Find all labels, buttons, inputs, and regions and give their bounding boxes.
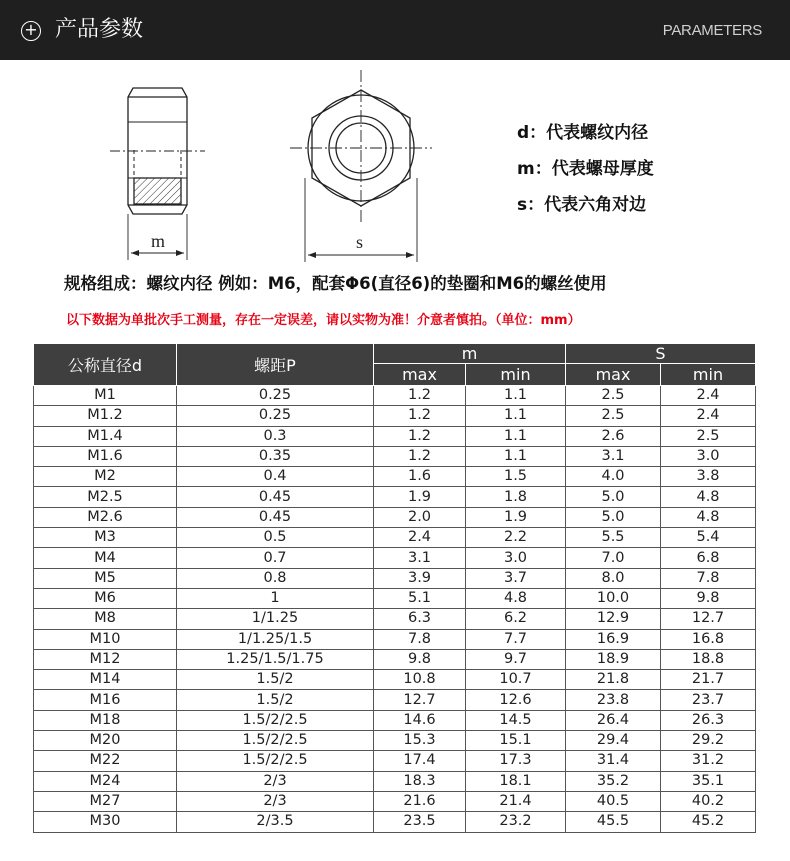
table-cell: 21.6 <box>374 791 466 811</box>
table-cell: 4.8 <box>661 507 756 527</box>
parameter-table <box>33 343 756 833</box>
table-row <box>34 649 756 669</box>
table-cell: 1 <box>177 588 374 608</box>
table-cell: 1.8 <box>466 487 566 507</box>
table-cell: 1.6 <box>374 467 466 487</box>
table-cell: 1.5/2 <box>177 670 374 690</box>
table-row <box>34 386 756 406</box>
table-cell: 2/3.5 <box>177 812 374 832</box>
table-cell: 1.1 <box>466 386 566 406</box>
header-m-max: max <box>374 364 466 386</box>
table-cell: 26.3 <box>661 710 756 730</box>
table-cell: 3.9 <box>374 568 466 588</box>
table-cell: 1.5/2/2.5 <box>177 731 374 751</box>
table-cell: 0.8 <box>177 568 374 588</box>
spec-description: 规格组成：螺纹内径 例如：M6，配套Φ6(直径6)的垫圈和M6的螺丝使用 <box>64 274 607 293</box>
table-cell: 0.25 <box>177 386 374 406</box>
table-cell: 12.7 <box>661 609 756 629</box>
table-cell: 40.5 <box>566 791 661 811</box>
table-cell: 21.4 <box>466 791 566 811</box>
table-row <box>34 528 756 548</box>
table-row <box>34 467 756 487</box>
table-cell: 21.7 <box>661 670 756 690</box>
table-row <box>34 568 756 588</box>
table-cell: 1.2 <box>374 446 466 466</box>
table-cell: 5.5 <box>566 528 661 548</box>
table-row <box>34 771 756 791</box>
table-cell: 2.4 <box>374 528 466 548</box>
table-cell: M2 <box>34 467 177 487</box>
table-cell: 2.6 <box>566 426 661 446</box>
table-row <box>34 812 756 832</box>
table-cell: 15.3 <box>374 731 466 751</box>
table-cell: 3.0 <box>661 446 756 466</box>
table-cell: 0.4 <box>177 467 374 487</box>
table-cell: 15.1 <box>466 731 566 751</box>
table-cell: 14.6 <box>374 710 466 730</box>
table-cell: 31.2 <box>661 751 756 771</box>
table-cell: 29.2 <box>661 731 756 751</box>
table-row <box>34 588 756 608</box>
table-row <box>34 751 756 771</box>
table-cell: 18.8 <box>661 649 756 669</box>
table-cell: 17.3 <box>466 751 566 771</box>
table-cell: 45.5 <box>566 812 661 832</box>
table-cell: 17.4 <box>374 751 466 771</box>
header-m-min: min <box>466 364 566 386</box>
table-cell: 5.4 <box>661 528 756 548</box>
table-cell: 2.4 <box>661 386 756 406</box>
table-cell: 3.8 <box>661 467 756 487</box>
table-cell: 0.35 <box>177 446 374 466</box>
table-cell: 3.0 <box>466 548 566 568</box>
table-cell: 10.8 <box>374 670 466 690</box>
table-cell: 23.5 <box>374 812 466 832</box>
table-cell: 2.0 <box>374 507 466 527</box>
table-cell: 3.1 <box>566 446 661 466</box>
table-cell: M2.6 <box>34 507 177 527</box>
table-row <box>34 446 756 466</box>
table-cell: 26.4 <box>566 710 661 730</box>
dimension-legend <box>517 122 654 230</box>
table-row <box>34 670 756 690</box>
table-cell: 35.1 <box>661 771 756 791</box>
table-cell: M8 <box>34 609 177 629</box>
hex-nut-diagram <box>0 60 790 270</box>
plus-circle-icon: + <box>21 21 41 41</box>
table-cell: 3.1 <box>374 548 466 568</box>
table-cell: 1.9 <box>374 487 466 507</box>
table-cell: 1/1.25/1.5 <box>177 629 374 649</box>
section-title: 产品参数 <box>55 17 144 42</box>
legend-s: s：代表六角对边 <box>517 195 647 215</box>
table-cell: 12.9 <box>566 609 661 629</box>
table-cell: 1.9 <box>466 507 566 527</box>
table-cell: M10 <box>34 629 177 649</box>
table-cell: 2/3 <box>177 771 374 791</box>
table-cell: 5.0 <box>566 507 661 527</box>
section-header <box>0 0 790 60</box>
table-cell: 12.6 <box>466 690 566 710</box>
table-cell: 10.0 <box>566 588 661 608</box>
table-cell: 0.45 <box>177 487 374 507</box>
table-cell: 18.3 <box>374 771 466 791</box>
table-cell: 0.7 <box>177 548 374 568</box>
header-m: m <box>374 344 566 364</box>
legend-m: m：代表螺母厚度 <box>517 159 654 179</box>
table-cell: M1.2 <box>34 406 177 426</box>
table-cell: 9.8 <box>374 649 466 669</box>
table-cell: M20 <box>34 731 177 751</box>
table-cell: 1.1 <box>466 426 566 446</box>
table-cell: 6.2 <box>466 609 566 629</box>
table-cell: 2.5 <box>566 406 661 426</box>
table-cell: M2.5 <box>34 487 177 507</box>
table-cell: M30 <box>34 812 177 832</box>
table-cell: 9.8 <box>661 588 756 608</box>
table-cell: 0.3 <box>177 426 374 446</box>
table-cell: 29.4 <box>566 731 661 751</box>
table-cell: 0.5 <box>177 528 374 548</box>
table-row <box>34 406 756 426</box>
table-cell: 5.0 <box>566 487 661 507</box>
table-cell: 2.2 <box>466 528 566 548</box>
table-cell: 1.2 <box>374 426 466 446</box>
table-row <box>34 731 756 751</box>
table-cell: 18.1 <box>466 771 566 791</box>
table-cell: M1.4 <box>34 426 177 446</box>
table-cell: 1.1 <box>466 406 566 426</box>
table-cell: 7.7 <box>466 629 566 649</box>
table-cell: 10.7 <box>466 670 566 690</box>
table-cell: 18.9 <box>566 649 661 669</box>
table-row <box>34 609 756 629</box>
table-cell: 2.5 <box>661 426 756 446</box>
table-cell: 7.8 <box>374 629 466 649</box>
table-cell: 5.1 <box>374 588 466 608</box>
table-cell: M14 <box>34 670 177 690</box>
label-s: s <box>356 232 364 252</box>
table-cell: 8.0 <box>566 568 661 588</box>
table-cell: 2.5 <box>566 386 661 406</box>
label-m: m <box>151 231 166 251</box>
table-cell: M27 <box>34 791 177 811</box>
table-cell: 40.2 <box>661 791 756 811</box>
measurement-note: 以下数据为单批次手工测量，存在一定误差，请以实物为准！介意者慎拍。（单位：mm） <box>66 313 581 328</box>
table-row <box>34 690 756 710</box>
table-cell: M12 <box>34 649 177 669</box>
table-cell: 1.25/1.5/1.75 <box>177 649 374 669</box>
table-cell: 35.2 <box>566 771 661 791</box>
header-pitch: 螺距P <box>177 344 374 386</box>
table-cell: 9.7 <box>466 649 566 669</box>
table-cell: M22 <box>34 751 177 771</box>
table-row <box>34 710 756 730</box>
section-subtitle: PARAMETERS <box>662 22 762 39</box>
table-cell: 31.4 <box>566 751 661 771</box>
table-cell: M6 <box>34 588 177 608</box>
table-cell: M4 <box>34 548 177 568</box>
table-cell: 4.8 <box>661 487 756 507</box>
table-cell: 2.4 <box>661 406 756 426</box>
table-cell: 1.5/2/2.5 <box>177 751 374 771</box>
table-cell: 3.7 <box>466 568 566 588</box>
table-cell: 6.8 <box>661 548 756 568</box>
table-cell: M5 <box>34 568 177 588</box>
table-cell: M3 <box>34 528 177 548</box>
table-cell: 16.9 <box>566 629 661 649</box>
table-cell: 7.0 <box>566 548 661 568</box>
header-s-max: max <box>566 364 661 386</box>
table-cell: 2/3 <box>177 791 374 811</box>
table-cell: 1.5/2 <box>177 690 374 710</box>
header-s: S <box>566 344 756 364</box>
table-cell: M16 <box>34 690 177 710</box>
table-row <box>34 487 756 507</box>
table-cell: 23.8 <box>566 690 661 710</box>
table-row <box>34 629 756 649</box>
table-cell: 23.2 <box>466 812 566 832</box>
table-cell: 0.25 <box>177 406 374 426</box>
table-cell: 1/1.25 <box>177 609 374 629</box>
table-row <box>34 791 756 811</box>
table-cell: M24 <box>34 771 177 791</box>
table-cell: 1.2 <box>374 406 466 426</box>
table-cell: M18 <box>34 710 177 730</box>
table-cell: 6.3 <box>374 609 466 629</box>
table-cell: 4.0 <box>566 467 661 487</box>
table-row <box>34 507 756 527</box>
header-nominal-diameter: 公称直径d <box>34 344 177 386</box>
table-cell: 0.45 <box>177 507 374 527</box>
table-cell: 1.5/2/2.5 <box>177 710 374 730</box>
table-cell: 7.8 <box>661 568 756 588</box>
table-row <box>34 548 756 568</box>
table-cell: 1.2 <box>374 386 466 406</box>
legend-d: d：代表螺纹内径 <box>517 123 649 143</box>
header-s-min: min <box>661 364 756 386</box>
table-cell: 23.7 <box>661 690 756 710</box>
table-cell: M1.6 <box>34 446 177 466</box>
table-cell: M1 <box>34 386 177 406</box>
table-cell: 16.8 <box>661 629 756 649</box>
table-cell: 45.2 <box>661 812 756 832</box>
table-cell: 1.5 <box>466 467 566 487</box>
table-cell: 4.8 <box>466 588 566 608</box>
table-cell: 1.1 <box>466 446 566 466</box>
table-cell: 14.5 <box>466 710 566 730</box>
table-row <box>34 426 756 446</box>
table-cell: 21.8 <box>566 670 661 690</box>
table-cell: 12.7 <box>374 690 466 710</box>
